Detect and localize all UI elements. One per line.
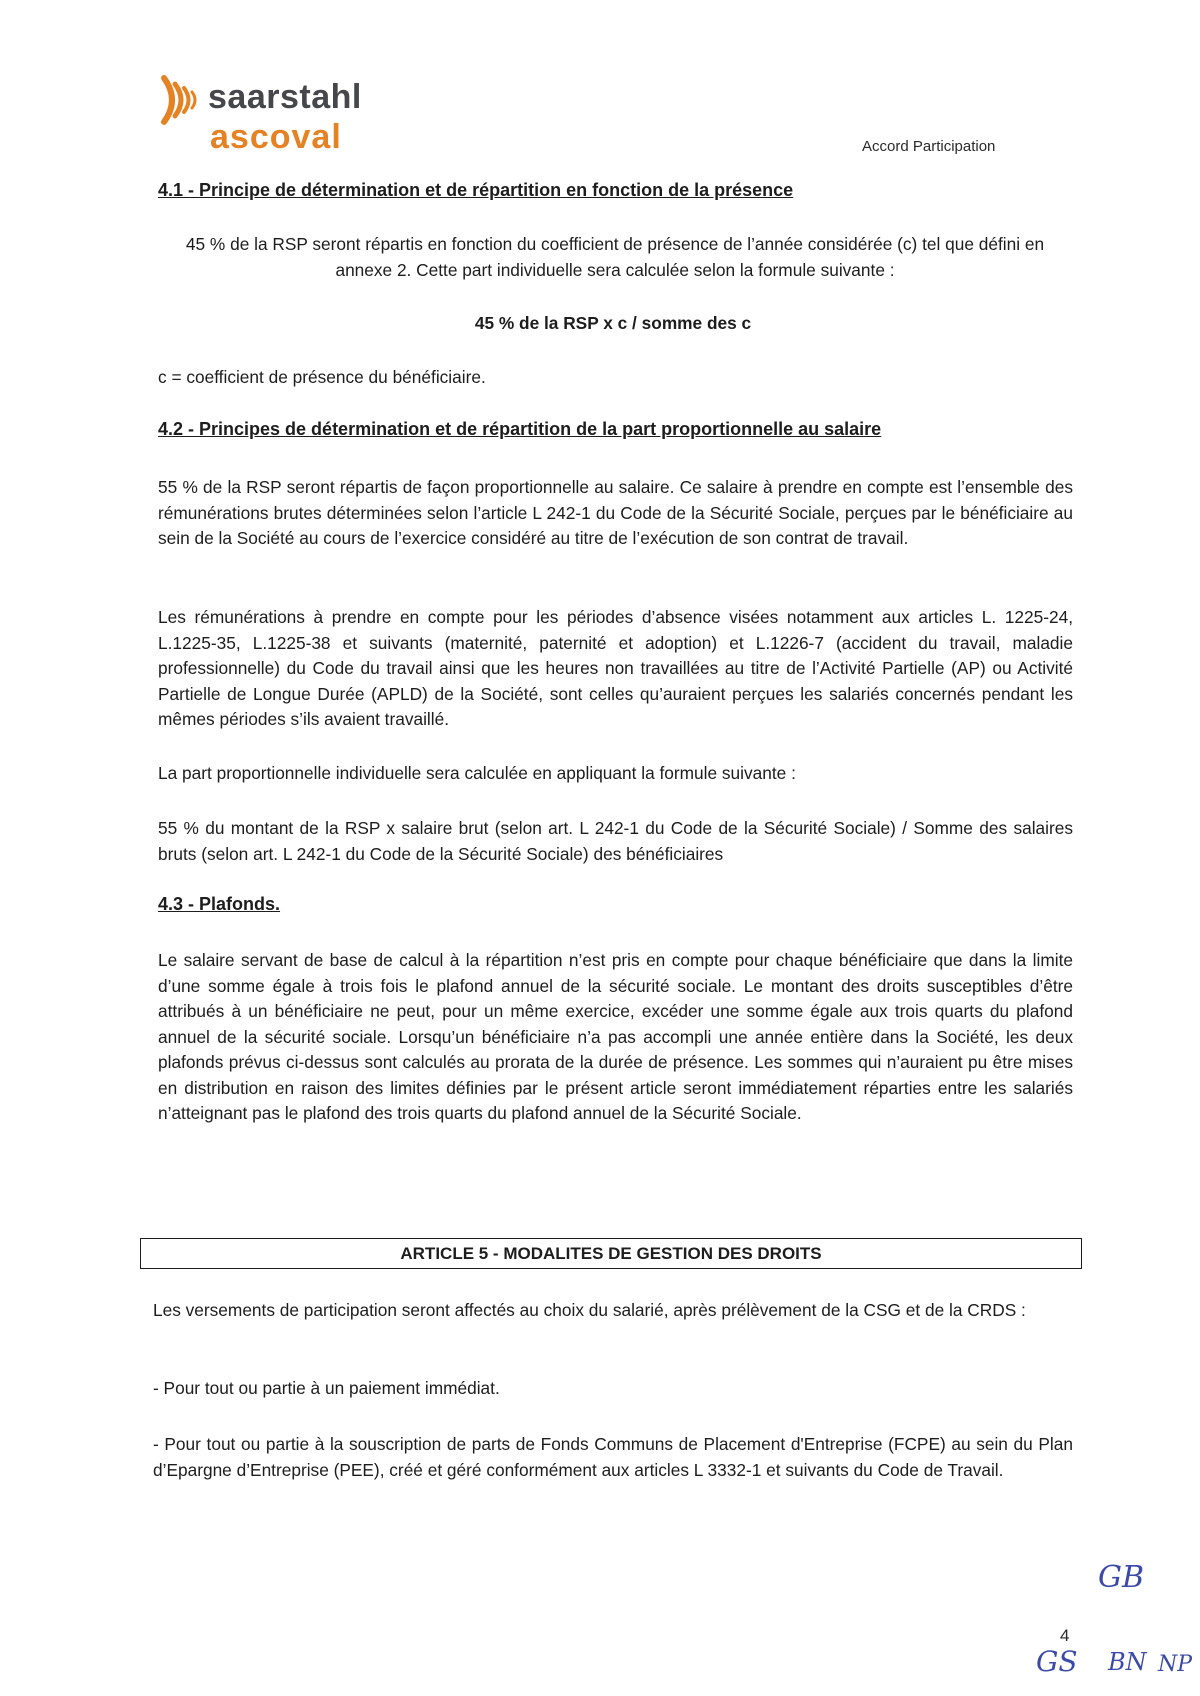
handwritten-initials-gs: GS (1036, 1645, 1078, 1678)
section-4-1-definition: c = coefficient de présence du bénéficiaire. (158, 367, 486, 387)
section-4-2-heading: 4.2 - Principes de détermination et de répartition de la part proportionnelle au salaire (158, 419, 882, 439)
article-5-paragraph-3: - Pour tout ou partie à la souscription de parts de Fonds Communs de Placement d'Entreprise (FCPE) au sein du Plan d’Epargne d’Entreprise (PEE), créé et géré conformément aux articles L 3332-1 et suivants du Code de Travail. (153, 1434, 1073, 1480)
section-4-1-intro: 45 % de la RSP seront répartis en fonction du coefficient de présence de l’année considérée (c) tel que défini en annexe 2. Cette part individuelle sera calculée selon la formule suivante : (185, 234, 1045, 280)
company-logo (158, 70, 388, 160)
handwritten-initials-bn: BN (1108, 1648, 1147, 1676)
handwritten-initials-gb: GB (1098, 1560, 1145, 1595)
logo-text-ascoval: ascoval (210, 118, 342, 156)
section-4-3-heading: 4.3 - Plafonds. (158, 894, 281, 914)
section-4-2-paragraph-3: La part proportionnelle individuelle sera calculée en appliquant la formule suivante : (158, 763, 796, 783)
article-5-paragraph-1: Les versements de participation seront affectés au choix du salarié, après prélèvement de la CSG et de la CRDS : (153, 1300, 1026, 1320)
section-4-1-formula: 45 % de la RSP x c / somme des c (474, 313, 752, 333)
logo-chevrons-icon (158, 72, 212, 128)
section-4-1-heading: 4.1 - Principe de détermination et de répartition en fonction de la présence (158, 180, 794, 200)
article-5-title-box (140, 1238, 1082, 1269)
section-4-2-paragraph-2: Les rémunérations à prendre en compte pour les périodes d’absence visées notamment aux articles L. 1225-24, L.1225-35, L.1225-38 et suivants (maternité, paternité et adoption) et L.1226-7 (accident du travail, maladie professionnelle) du Code du travail ainsi que les heures non travaillées au titre de l’Activité Partielle (AP) ou Activité Partielle de Longue Durée (APLD) de la Société, sont celles qu’auraient perçues les salariés concernés pendant les mêmes périodes s’ils avaient travaillé. (158, 607, 1073, 729)
section-4-2-paragraph-1: 55 % de la RSP seront répartis de façon proportionnelle au salaire. Ce salaire à prendre en compte est l’ensemble des rémunérations brutes déterminées selon l’article L 242-1 du Code de la Sécurité Sociale, perçues par le bénéficiaire au sein de la Société au cours de l’exercice considéré au titre de l’exécution de son contrat de travail. (158, 477, 1073, 548)
article-5-paragraph-2: - Pour tout ou partie à un paiement immédiat. (153, 1378, 500, 1398)
page-number: 4 (1060, 1626, 1070, 1645)
handwritten-initials-np: NP (1158, 1652, 1193, 1677)
section-4-2-formula: 55 % du montant de la RSP x salaire brut (selon art. L 242-1 du Code de la Sécurité Sociale) / Somme des salaires bruts (selon art. L 242-1 du Code de la Sécurité Sociale) des bénéficiaires (158, 818, 1073, 864)
document-label: Accord Participation (862, 138, 996, 155)
article-5-title: ARTICLE 5 - MODALITES DE GESTION DES DROITS (400, 1244, 822, 1263)
logo-text-saarstahl: saarstahl (208, 78, 362, 116)
section-4-3-paragraph: Le salaire servant de base de calcul à la répartition n’est pris en compte pour chaque bénéficiaire que dans la limite d’une somme égale à trois fois le plafond annuel de la sécurité sociale. Le montant des droits susceptibles d’être attribués à un bénéficiaire ne peut, pour un même exercice, excéder une somme égale aux trois quarts du plafond annuel de la sécurité sociale. Lorsqu’un bénéficiaire n’a pas accompli une année entière dans la Société, les deux plafonds prévus ci-dessus sont calculés au prorata de la durée de présence. Les sommes qui n’auraient pu être mises en distribution en raison des limites définies par le présent article seront immédiatement réparties entre les salariés n’atteignant pas le plafond des trois quarts du plafond annuel de la Sécurité Sociale. (158, 950, 1073, 1123)
